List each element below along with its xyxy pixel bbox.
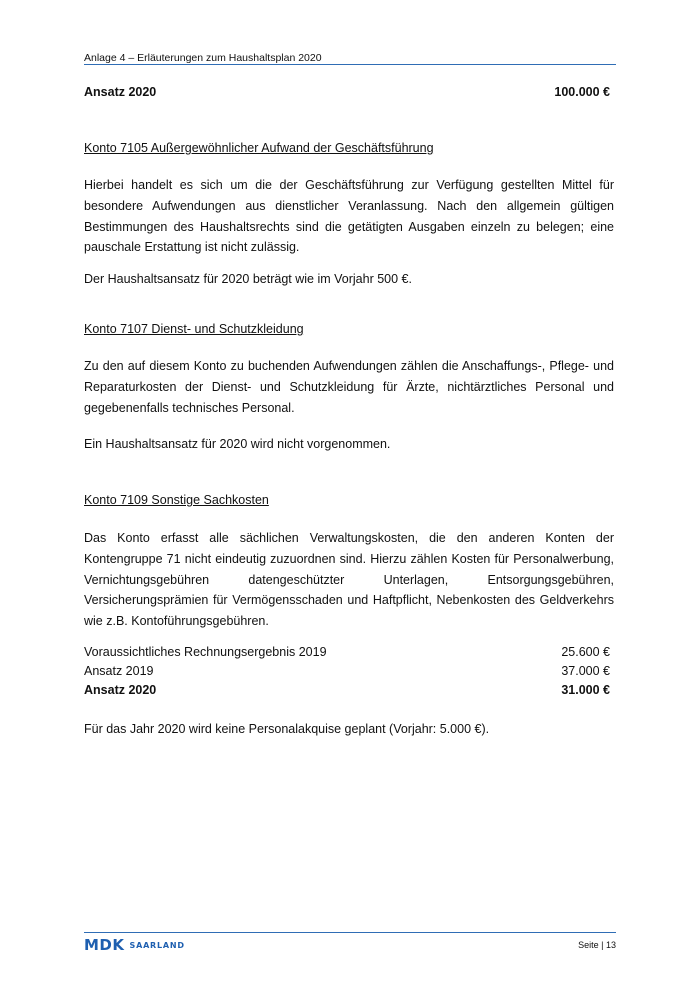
budget-label: Ansatz 2020 xyxy=(84,683,157,697)
section-heading-7105: Konto 7105 Außergewöhnlicher Aufwand der Geschäftsführung xyxy=(84,141,434,155)
budget-value: 25.600 € xyxy=(561,645,610,659)
table-row xyxy=(84,664,610,678)
section-7107-budget-note: Ein Haushaltsansatz für 2020 wird nicht vorgenommen. xyxy=(84,437,391,451)
top-ansatz-label: Ansatz 2020 xyxy=(84,85,157,99)
header-divider xyxy=(84,64,616,65)
header-title: Anlage 4 – Erläuterungen zum Haushaltsplan 2020 xyxy=(84,52,322,64)
section-heading-7107: Konto 7107 Dienst- und Schutzkleidung xyxy=(84,322,304,336)
top-ansatz-row xyxy=(84,85,610,99)
logo-main-text: MDK xyxy=(84,936,125,954)
budget-value: 31.000 € xyxy=(561,683,610,697)
footer-divider xyxy=(84,932,616,933)
logo-sub-text: SAARLAND xyxy=(129,941,185,950)
section-7107-paragraph: Zu den auf diesem Konto zu buchenden Aufwendungen zählen die Anschaffungs-, Pflege- und Reparaturkosten der Dienst- und Schutzkleidung für Ärzte, nichtärztliches Personal und gegebenenfalls technisches Personal. xyxy=(84,359,614,415)
page-number: Seite | 13 xyxy=(578,940,616,950)
budget-label: Ansatz 2019 xyxy=(84,664,154,678)
section-7109-paragraph: Das Konto erfasst alle sächlichen Verwaltungskosten, die den anderen Konten der Kontengruppe 71 nicht eindeutig zuzuordnen sind. Hierzu zählen Kosten für Personalwerbung, Vernichtungsgebühren datengeschützter Unterlagen, Entsorgungsgebühren, Versicherungsprämien für Vermögensschaden und Haftpflicht, Nebenkosten des Geldverkehrs wie z.B. Kontoführungsgebühren. xyxy=(84,531,614,629)
closing-note: Für das Jahr 2020 wird keine Personalakquise geplant (Vorjahr: 5.000 €). xyxy=(84,722,490,736)
section-heading-7109: Konto 7109 Sonstige Sachkosten xyxy=(84,493,269,507)
budget-value: 37.000 € xyxy=(561,664,610,678)
mdk-logo xyxy=(84,937,185,953)
top-ansatz-value: 100.000 € xyxy=(554,85,610,99)
section-7105-budget-note: Der Haushaltsansatz für 2020 beträgt wie im Vorjahr 500 €. xyxy=(84,272,412,286)
section-7105-paragraph: Hierbei handelt es sich um die der Geschäftsführung zur Verfügung gestellten Mittel für besondere Aufwendungen aus dienstlicher Veranlassung. Nach den allgemein gültigen Bestimmungen des Haushaltsrechts sind die getätigten Ausgaben einzeln zu belegen; eine pauschale Erstattung ist nicht zulässig. xyxy=(84,178,614,255)
budget-label: Voraussichtliches Rechnungsergebnis 2019 xyxy=(84,645,327,659)
table-row xyxy=(84,645,610,659)
table-row-total xyxy=(84,683,610,697)
